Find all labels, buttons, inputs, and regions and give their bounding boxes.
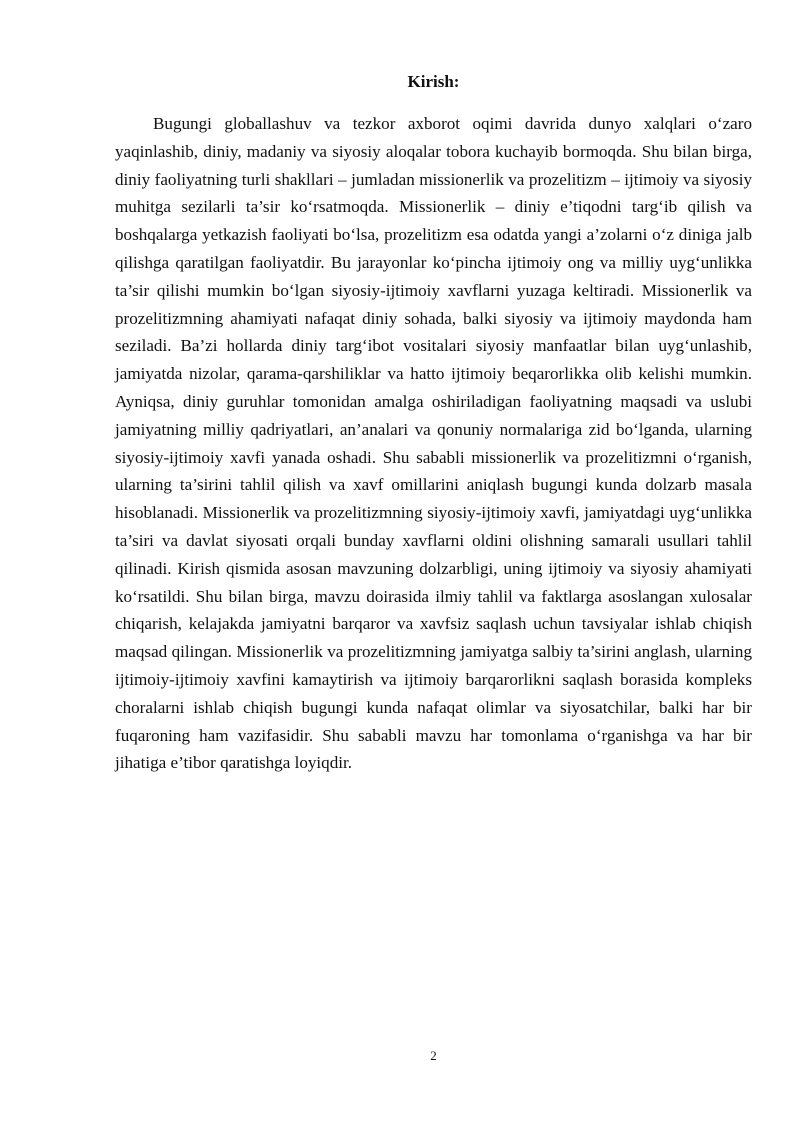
section-heading: Kirish:	[407, 72, 460, 91]
page-number: 2	[430, 1048, 437, 1063]
body-paragraph: Bugungi globallashuv va tezkor axborot oqimi davrida dunyo xalqlari o‘zaro yaqinlashib, diniy, madaniy va siyosiy aloqalar tobora kuchayib bormoqda. Shu bilan birga, diniy faoliyatning turli shakllari – jumladan missionerlik va prozelitizm – ijtimoiy va siyosiy muhitga sezilarli ta’sir ko‘rsatmoqda. Missionerlik – diniy e’tiqodni targ‘ib qilish va boshqalarga yetkazish faoliyati bo‘lsa, prozelitizm esa odatda yangi a’zolarni o‘z diniga jalb qilishga qaratilgan faoliyatdir. Bu jarayonlar ko‘pincha ijtimoiy ong va milliy uyg‘unlikka ta’sir qilishi mumkin bo‘lgan siyosiy-ijtimoiy xavflarni yuzaga keltiradi. Missionerlik va prozelitizmning ahamiyati nafaqat diniy sohada, balki siyosiy va ijtimoiy maydonda ham seziladi. Ba’zi hollarda diniy targ‘ibot vositalari siyosiy manfaatlar bilan uyg‘unlashib, jamiyatda nizolar, qarama-qarshiliklar va hatto ijtimoiy beqarorlikka olib kelishi mumkin. Ayniqsa, diniy guruhlar tomonidan amalga oshiriladigan faoliyatning maqsadi va uslubi jamiyatning milliy qadriyatlari, an’analari va qonuniy normalariga zid bo‘lganda, ularning siyosiy-ijtimoiy xavfi yanada oshadi. Shu sababli missionerlik va prozelitizmni o‘rganish, ularning ta’sirini tahlil qilish va xavf omillarini aniqlash bugungi kunda dolzarb masala hisoblanadi. Missionerlik va prozelitizmning siyosiy-ijtimoiy xavfi, jamiyatdagi uyg‘unlikka ta’siri va davlat siyosati orqali bunday xavflarni oldini olishning samarali usullari tahlil qilinadi. Kirish qismida asosan mavzuning dolzarbligi, uning ijtimoiy va siyosiy ahamiyati ko‘rsatildi. Shu bilan birga, mavzu doirasida ilmiy tahlil va faktlarga asoslangan xulosalar chiqarish, kelajakda jamiyatni barqaror va xavfsiz saqlash uchun tavsiyalar ishlab chiqish maqsad qilingan. Missionerlik va prozelitizmning jamiyatga salbiy ta’sirini anglash, ularning ijtimoiy-ijtimoiy xavfini kamaytirish va ijtimoiy barqarorlikni saqlash borasida kompleks choralarni ishlab chiqish bugungi kunda nafaqat olimlar va siyosatchilar, balki har bir fuqaroning ham vazifasidir. Shu sababli mavzu har tomonlama o‘rganishga va har bir jihatiga e’tibor qaratishga loyiqdir.	[115, 114, 752, 773]
